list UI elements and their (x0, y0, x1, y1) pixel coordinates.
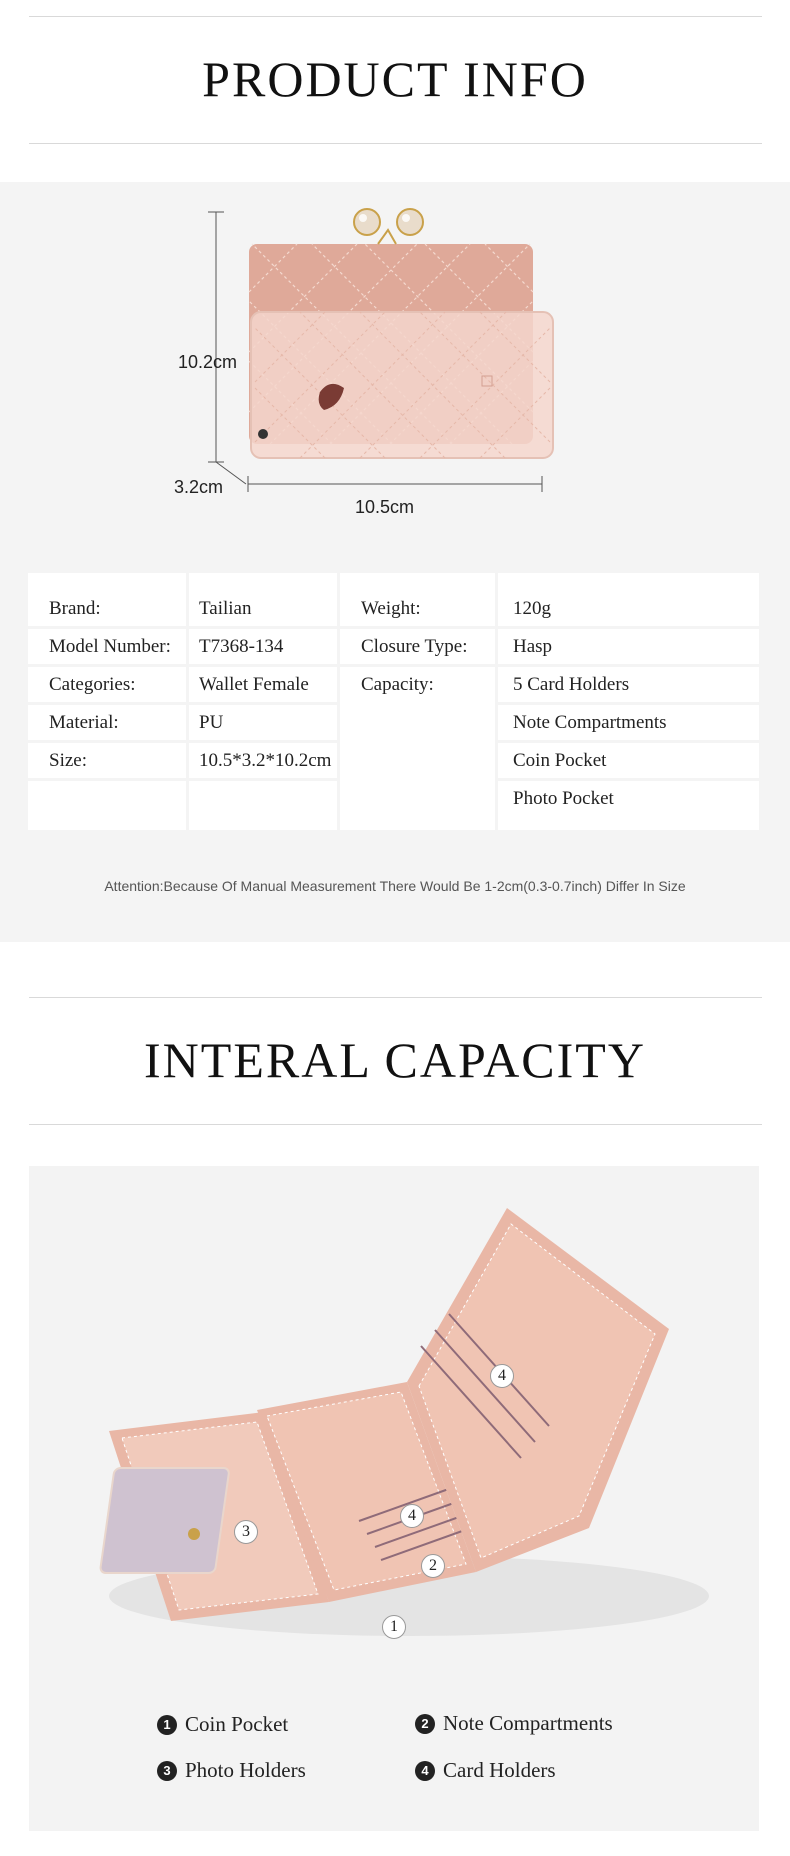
spec-value: Coin Pocket (498, 743, 759, 778)
title-divider (29, 143, 762, 144)
spec-value: 120g (498, 573, 759, 626)
top-divider (29, 16, 762, 17)
legend-label: Card Holders (443, 1758, 556, 1782)
callout-2: 2 (421, 1554, 445, 1578)
width-dimension: 10.5cm (355, 497, 415, 517)
product-info-title: PRODUCT INFO (202, 51, 588, 107)
spec-label: Capacity: (340, 667, 495, 830)
legend-label: Photo Holders (185, 1758, 306, 1782)
spec-value: Tailian (189, 573, 337, 626)
spec-value: T7368-134 (189, 629, 337, 664)
spec-value: 10.5*3.2*10.2cm (189, 743, 337, 778)
legend-label: Coin Pocket (185, 1712, 289, 1736)
interal-capacity-title: INTERAL CAPACITY (144, 1032, 646, 1088)
legend-number: 2 (415, 1714, 435, 1734)
spec-table (28, 573, 759, 830)
legend-card-holders (415, 1758, 556, 1783)
section2-title-divider (29, 1124, 762, 1125)
spec-empty-cell (189, 781, 337, 830)
spec-label: Brand: (28, 573, 186, 626)
capacity-panel (29, 1166, 759, 1831)
legend-coin-pocket (157, 1712, 288, 1737)
callout-1: 1 (382, 1615, 406, 1639)
legend-photo-holders (157, 1758, 306, 1783)
spec-label: Model Number: (28, 629, 186, 664)
spec-empty-cell (28, 781, 186, 830)
spec-label: Closure Type: (340, 629, 495, 664)
spec-value: Wallet Female (189, 667, 337, 702)
legend-label: Note Compartments (443, 1711, 613, 1735)
spec-label: Categories: (28, 667, 186, 702)
depth-dimension: 3.2cm (174, 477, 224, 497)
wallet-product-image (0, 182, 790, 522)
open-wallet-image (29, 1166, 759, 1686)
spec-value: Note Compartments (498, 705, 759, 740)
spec-label: Size: (28, 743, 186, 778)
callout-3: 3 (234, 1520, 258, 1544)
attention-note: Attention:Because Of Manual Measurement There Would Be 1-2cm(0.3-0.7inch) Differ In Size (104, 878, 686, 894)
height-dimension: 10.2cm (178, 352, 238, 372)
legend-number: 4 (415, 1761, 435, 1781)
spec-label: Weight: (340, 573, 495, 626)
legend-number: 3 (157, 1761, 177, 1781)
spec-label: Material: (28, 705, 186, 740)
legend-note-compartments (415, 1711, 613, 1736)
spec-value: PU (189, 705, 337, 740)
spec-value: 5 Card Holders (498, 667, 759, 702)
section2-top-divider (29, 997, 762, 998)
spec-value: Photo Pocket (498, 781, 759, 830)
spec-value: Hasp (498, 629, 759, 664)
callout-4-lower: 4 (400, 1504, 424, 1528)
callout-4-upper: 4 (490, 1364, 514, 1388)
legend-number: 1 (157, 1715, 177, 1735)
